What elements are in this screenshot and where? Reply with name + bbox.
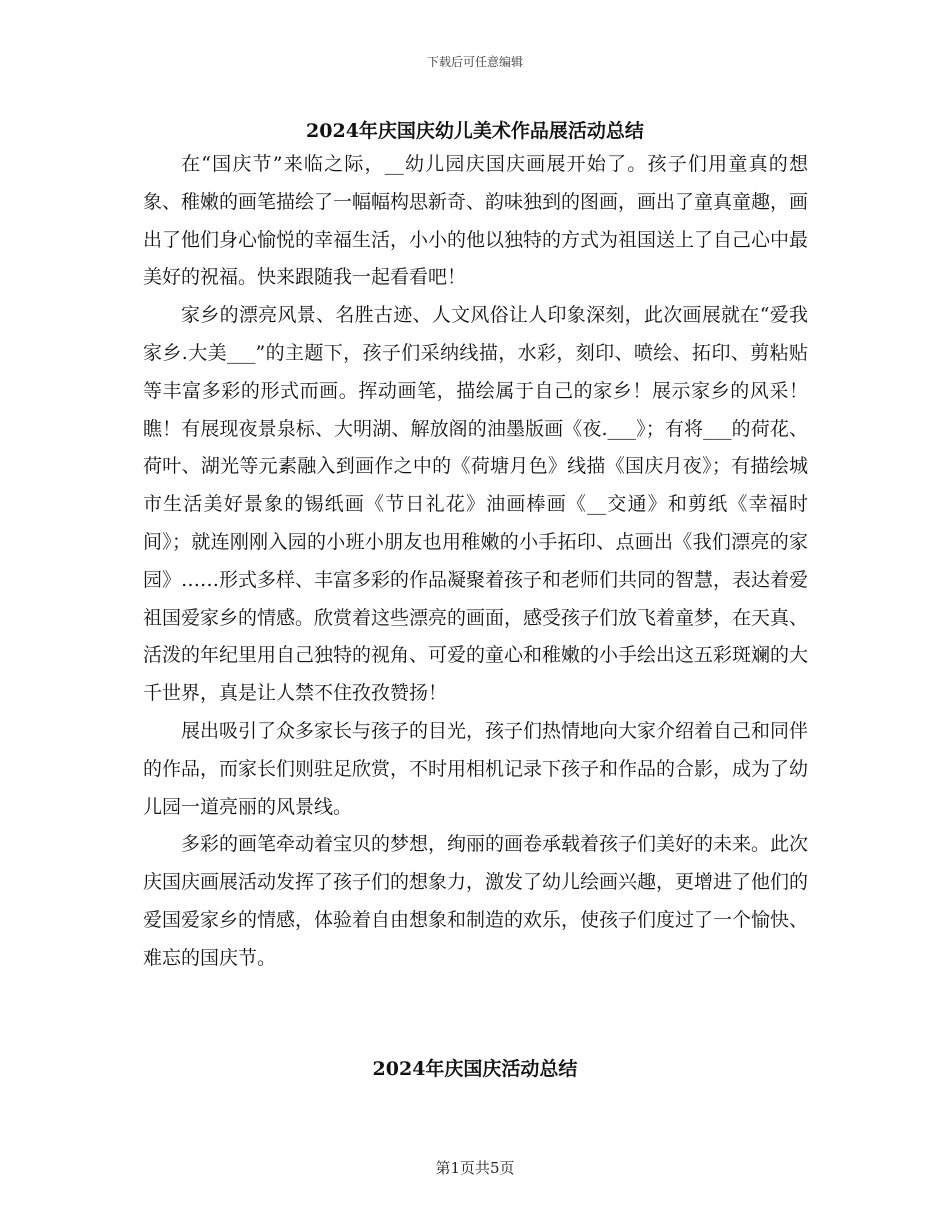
- paragraph-2: 家乡的漂亮风景、名胜古迹、人文风俗让人印象深刻，此次画展就在“爱我家乡.大美___”的主题下，孩子们采纳线描，水彩，刻印、喷绘、拓印、剪粘贴等丰富多彩的形式而画。挥动画笔，描绘属于自己的家乡！展示家乡的风采！瞧！有展现夜景泉标、大明湖、解放阁的油墨版画《夜.___》；有将___的荷花、荷叶、湖光等元素融入到画作之中的《荷塘月色》线描《国庆月夜》；有描绘城市生活美好景象的锡纸画《节日礼花》油画棒画《__交通》和剪纸《幸福时间》；就连刚刚入园的小班小朋友也用稚嫩的小手拓印、点画出《我们漂亮的家园》……形式多样、丰富多彩的作品凝聚着孩子和老师们共同的智慧，表达着爱祖国爱家乡的情感。欣赏着这些漂亮的画面，感受孩子们放飞着童梦，在天真、活泼的年纪里用自己独特的视角、可爱的童心和稚嫩的小手绘出这五彩斑斓的大千世界，真是让人禁不住孜孜赞扬！: [143, 304, 809, 705]
- document-title: 2024年庆国庆幼儿美术作品展活动总结: [306, 120, 644, 142]
- paragraph-3: 展出吸引了众多家长与孩子的目光，孩子们热情地向大家介绍着自己和同伴的作品，而家长们则驻足欣赏，不时用相机记录下孩子和作品的合影，成为了幼儿园一道亮丽的风景线。: [143, 719, 809, 818]
- document-body: [143, 146, 808, 978]
- page-header-note: 下载后可任意编辑: [426, 55, 523, 69]
- next-section-title: 2024年庆国庆活动总结: [372, 1058, 578, 1080]
- paragraph-4: 多彩的画笔牵动着宝贝的梦想，绚丽的画卷承载着孩子们美好的未来。此次庆国庆画展活动发挥了孩子们的想象力，激发了幼儿绘画兴趣，更增进了他们的爱国爱家乡的情感，体验着自由想象和制造的欢乐，使孩子们度过了一个愉快、难忘的国庆节。: [143, 833, 809, 969]
- page-footer-number: 第1页共5页: [435, 1159, 515, 1177]
- paragraph-1: 在“国庆节”来临之际，__幼儿园庆国庆画展开始了。孩子们用童真的想象、稚嫩的画笔描绘了一幅幅构思新奇、韵味独到的图画，画出了童真童趣，画出了他们身心愉悦的幸福生活，小小的他以独特的方式为祖国送上了自己心中最美好的祝福。快来跟随我一起看看吧！: [143, 153, 809, 289]
